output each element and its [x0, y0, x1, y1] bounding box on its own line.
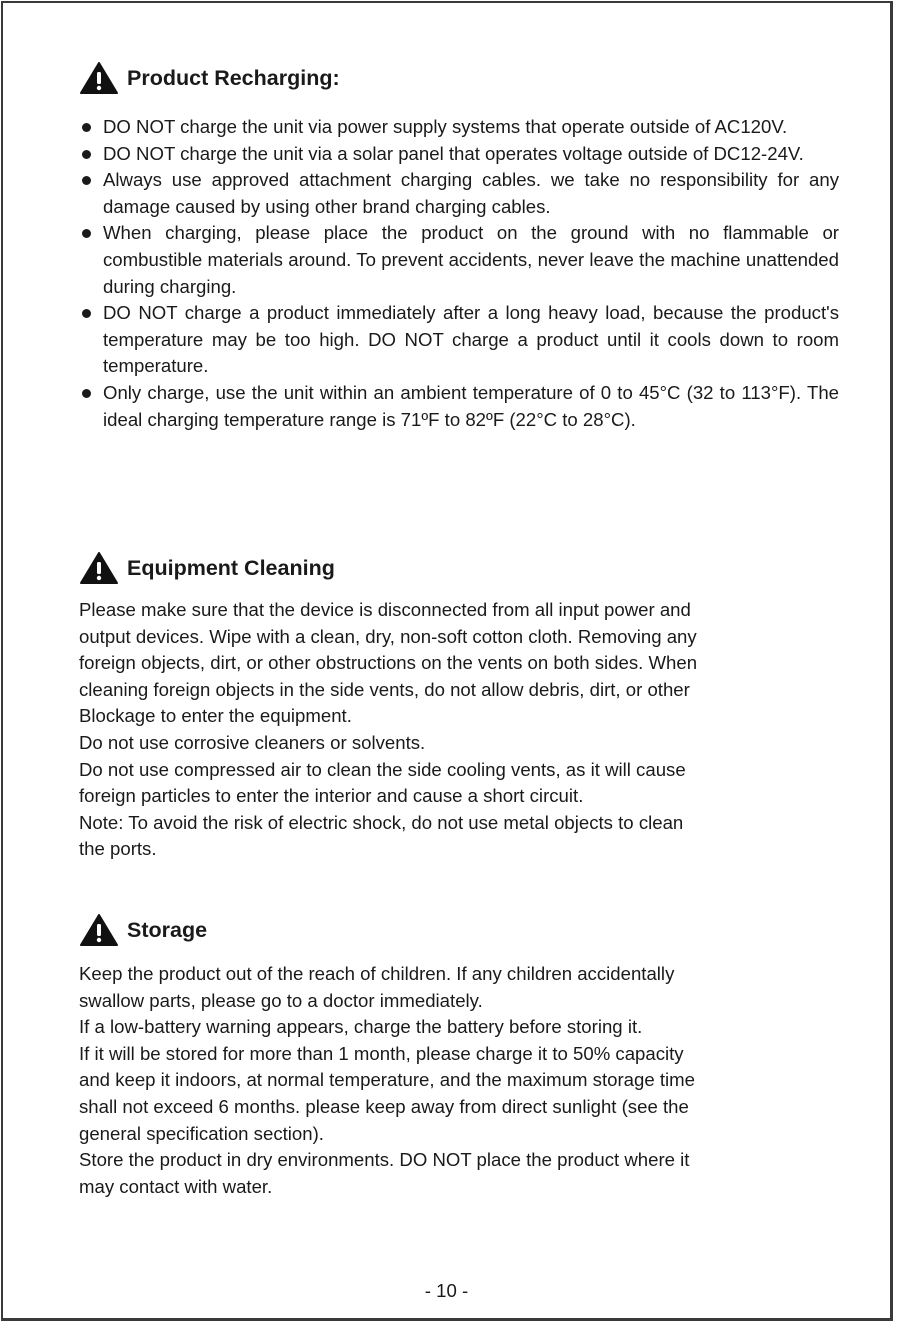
list-item: When charging, please place the product on the ground with no flammable or combustible materials around. To prevent accidents, never leave the machine unattended during charging. [79, 220, 839, 300]
cleaning-heading [79, 551, 839, 585]
cleaning-section [79, 551, 839, 863]
text-line: cleaning foreign objects in the side vents, do not allow debris, dirt, or other [79, 678, 690, 700]
storage-body [79, 961, 839, 1200]
bullet-dot-icon [82, 389, 91, 398]
list-item: DO NOT charge the unit via a solar panel that operates voltage outside of DC12-24V. [79, 141, 839, 168]
text-line: If a low-battery warning appears, charge the battery before storing it. [79, 1016, 643, 1038]
warning-triangle-icon [79, 551, 119, 585]
text-line: Please make sure that the device is disconnected from all input power and [79, 599, 691, 620]
text-line: If it will be stored for more than 1 month, please charge it to 50% capacity [79, 1042, 684, 1064]
recharging-title: Product Recharging: [127, 65, 340, 90]
text-line: Do not use compressed air to clean the side cooling vents, as it will cause [79, 758, 686, 780]
text-line: Keep the product out of the reach of children. If any children accidentally [79, 963, 675, 984]
recharging-bullet-list [79, 114, 839, 433]
cleaning-body [79, 597, 839, 863]
list-item: DO NOT charge a product immediately after a long heavy load, because the product's temperature may be too high. DO NOT charge a product until it cools down to room temperature. [79, 300, 839, 380]
list-item: DO NOT charge the unit via power supply systems that operate outside of AC120V. [79, 114, 839, 141]
warning-triangle-icon [79, 913, 119, 947]
list-item: Only charge, use the unit within an ambient temperature of 0 to 45°C (32 to 113°F). The ideal charging temperature range is 71ºF to 82ºF (22°C to 28°C). [79, 380, 839, 433]
storage-title: Storage [127, 917, 208, 942]
text-line: output devices. Wipe with a clean, dry, non-soft cotton cloth. Removing any [79, 625, 697, 647]
text-line: may contact with water. [79, 1175, 273, 1197]
storage-section [79, 913, 839, 1200]
text-line: Blockage to enter the equipment. [79, 705, 352, 727]
bullet-dot-icon [82, 229, 91, 238]
bullet-dot-icon [82, 176, 91, 185]
text-line: and keep it indoors, at normal temperature, and the maximum storage time [79, 1069, 695, 1091]
page-number: - 10 - [424, 1280, 469, 1301]
text-line: foreign objects, dirt, or other obstructions on the vents on both sides. When [79, 652, 698, 674]
list-item: Always use approved attachment charging cables. we take no responsibility for any damage caused by using other brand charging cables. [79, 167, 839, 220]
bullet-dot-icon [82, 150, 91, 159]
bullet-dot-icon [82, 123, 91, 132]
text-line: Note: To avoid the risk of electric shock, do not use metal objects to clean [79, 811, 684, 833]
recharging-section [79, 61, 839, 433]
text-line: Do not use corrosive cleaners or solvents. [79, 731, 426, 753]
manual-page [1, 1, 893, 1321]
text-line: shall not exceed 6 months. please keep away from direct sunlight (see the [79, 1095, 689, 1117]
text-line: general specification section). [79, 1122, 324, 1144]
text-line: the ports. [79, 838, 157, 860]
warning-triangle-icon [79, 61, 119, 95]
text-line: foreign particles to enter the interior and cause a short circuit. [79, 785, 584, 807]
bullet-dot-icon [82, 309, 91, 318]
storage-heading [79, 913, 839, 947]
text-line: swallow parts, please go to a doctor immediately. [79, 989, 483, 1011]
recharging-heading [79, 61, 839, 95]
text-line: Store the product in dry environments. DO NOT place the product where it [79, 1149, 690, 1171]
cleaning-title: Equipment Cleaning [127, 555, 335, 580]
